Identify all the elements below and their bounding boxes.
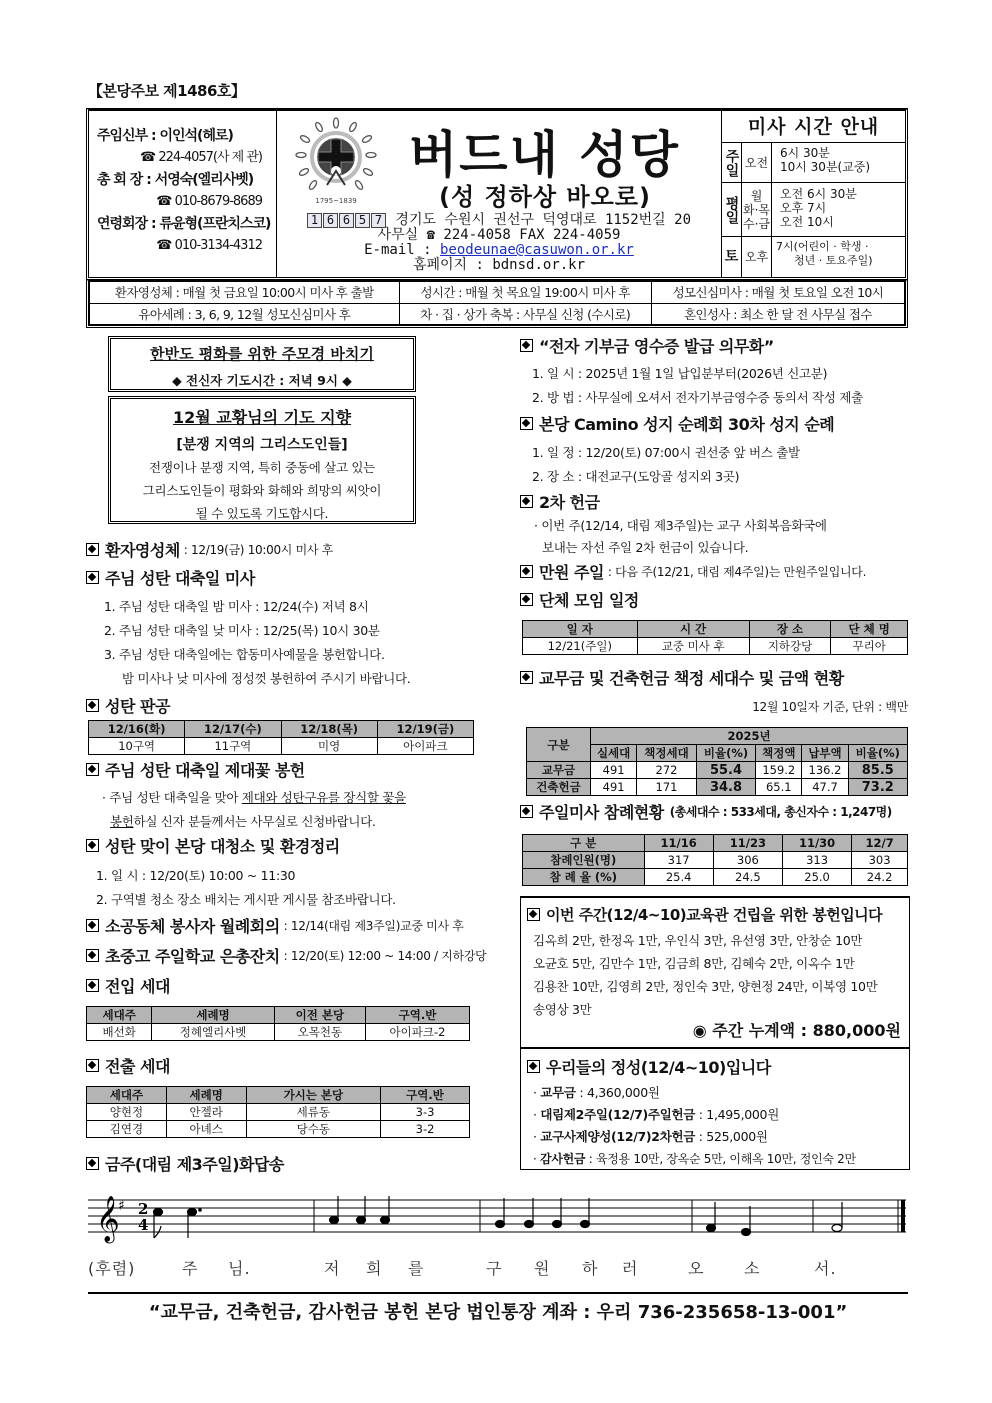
footer-divider bbox=[88, 1292, 908, 1294]
attendance-table: 구 분 11/16 11/23 11/30 12/7 참례인원(명) 317 306 313 303 참 례 율 (%) 25.4 24.5 25.0 24.2 bbox=[522, 834, 908, 886]
dues-table: 구분 2025년 실세대 책정세대 비율(%) 책정액 납부액 비율(%) 교무금 491 272 55.4 159.2 136.2 85.5 건축헌금 491 171 34.8 65.1 47.7 73.2 bbox=[526, 727, 908, 796]
staff-president: 총 회 장 : 서영숙(엘리사벳) bbox=[97, 172, 254, 188]
group-schedule-table: 일 자 시 간 장 소 단 체 명 12/21(주일) 교중 미사 후 지하강당 꾸리아 bbox=[522, 620, 908, 655]
music-staff bbox=[88, 1194, 906, 1242]
treble-clef-icon: 𝄞 bbox=[96, 1196, 120, 1242]
phone-icon: ☎ bbox=[156, 194, 172, 209]
info-blessing: 차 · 집 · 상가 축복 : 사무실 신청 (수시로) bbox=[399, 303, 651, 325]
section-attendance: 주일미사 참례현황 (총세대수 : 533세대, 총신자수 : 1,247명) bbox=[520, 800, 892, 823]
info-sick-communion: 환자영성체 : 매월 첫 금요일 10:00시 미사 후 출발 bbox=[90, 282, 400, 304]
email-line: E-mail : beodeunae@casuwon.or.kr bbox=[364, 242, 634, 258]
section-bullet-icon bbox=[86, 571, 99, 584]
confession-table: 12/16(화) 12/17(수) 12/18(목) 12/19(금) 10구역 11구역 미영 아이파크 bbox=[88, 720, 474, 755]
mass-row-sunday: 주일 오전 6시 30분 10시 30분(교중) bbox=[722, 143, 905, 183]
church-header bbox=[279, 111, 719, 277]
office-phone: 사무실 ☎ 224-4058 FAX 224-4059 bbox=[377, 227, 621, 243]
mass-row-weekday: 평일 월 화·목 수·금 오전 6시 30분 오후 7시 오전 10시 bbox=[722, 183, 905, 237]
patron-saint: (성 정하상 바오로) bbox=[439, 183, 651, 211]
contact-block bbox=[279, 213, 719, 273]
section-bullet-icon bbox=[86, 763, 99, 776]
church-name: 버드내 성당 bbox=[409, 126, 680, 184]
staff-pastor-tel: ☎ 224-4057(사 제 관) bbox=[139, 150, 262, 165]
saint-emblem-icon bbox=[291, 117, 381, 207]
section-altar-flowers: 주님 성탄 대축일 제대꽃 봉헌 bbox=[86, 758, 305, 781]
zip-code: 1 6 6 5 7 bbox=[307, 212, 387, 228]
section-bullet-icon bbox=[520, 495, 533, 508]
staff-funeral-tel: ☎ 010-3134-4312 bbox=[156, 238, 262, 253]
section-manwon-sunday: 만원 주일 : 다음 주(12/21, 대림 제4주일)는 만원주일입니다. bbox=[520, 560, 866, 583]
bank-account-footer: “교무금, 건축헌금, 감사헌금 봉헌 본당 법인통장 계좌 : 우리 736-235658-13-001” bbox=[148, 1302, 848, 1323]
mass-schedule bbox=[721, 111, 905, 277]
section-bullet-icon bbox=[86, 949, 99, 962]
staff-pastor: 주임신부 : 이인석(헤로) bbox=[97, 128, 233, 144]
section-confession: 성탄 판공 bbox=[86, 694, 170, 717]
move-out-table: 세대주 세례명 가시는 본당 구역.반 양현정 안젤라 세류동 3-3 김연경 아녜스 당수동 3-2 bbox=[86, 1086, 470, 1138]
section-bullet-icon bbox=[527, 1060, 540, 1073]
svg-text:1795~1839: 1795~1839 bbox=[315, 197, 357, 205]
info-marriage: 혼인성사 : 최소 한 달 전 사무실 접수 bbox=[651, 303, 904, 325]
peace-prayer-box: 한반도 평화를 위한 주모경 바치기 ◆ 전신자 기도시간 : 저녁 9시 ◆ bbox=[108, 336, 416, 392]
section-bullet-icon bbox=[527, 908, 540, 921]
move-in-table: 세대주 세례명 이전 본당 구역.반 배선화 정혜엘리사벳 오목천동 아이파크-2 bbox=[86, 1006, 470, 1041]
section-bullet-icon bbox=[86, 839, 99, 852]
section-bullet-icon bbox=[520, 565, 533, 578]
section-bullet-icon bbox=[86, 1157, 99, 1170]
weekly-total: ◉ 주간 누계액 : 880,000원 bbox=[692, 1021, 901, 1040]
section-bullet-icon bbox=[520, 417, 533, 430]
sharp-icon: ♯ bbox=[118, 1198, 125, 1214]
offerings-box: 우리들의 정성(12/4~10)입니다 · 교무금 : 4,360,000원 · 대림제2주일(12/7)주일헌금 : 1,495,000원 · 교구사제양성(12/7)2차헌금 : 525,000원 · 감사헌금 : 육정용 10만, 장옥순 5만, 이해옥 10만, 정인숙 2만 bbox=[520, 1048, 910, 1170]
mass-schedule-title: 미사 시간 안내 bbox=[722, 111, 905, 143]
info-marian-mass: 성모신심미사 : 매월 첫 토요일 오전 10시 bbox=[651, 282, 904, 304]
section-bullet-icon bbox=[520, 805, 533, 818]
section-bullet-icon bbox=[86, 979, 99, 992]
section-bullet-icon bbox=[86, 543, 99, 556]
section-move-out: 전출 세대 bbox=[86, 1054, 170, 1077]
section-camino: 본당 Camino 성지 순례회 30차 성지 순례 bbox=[520, 412, 834, 435]
issue-number: 【본당주보 제1486호】 bbox=[88, 82, 246, 100]
section-bullet-icon bbox=[86, 1059, 99, 1072]
homepage: 홈페이지 : bdnsd.or.kr bbox=[412, 257, 586, 273]
section-cleanup: 성탄 맞이 본당 대청소 및 환경정리 bbox=[86, 834, 340, 857]
staff-list bbox=[89, 111, 277, 277]
section-bullet-icon bbox=[520, 593, 533, 606]
section-bullet-icon bbox=[86, 919, 99, 932]
section-move-in: 전입 세대 bbox=[86, 974, 170, 997]
email-link[interactable]: beodeunae@casuwon.or.kr bbox=[439, 242, 634, 258]
masthead bbox=[86, 108, 908, 280]
address-line: 1 6 6 5 7 경기도 수원시 권선구 덕영대로 1152번길 20 bbox=[279, 213, 719, 228]
staff-president-tel: ☎ 010-8679-8689 bbox=[156, 194, 262, 209]
section-community-meeting: 소공동체 봉사자 월례회의 : 12/14(대림 제3주일)교중 미사 후 bbox=[86, 914, 464, 937]
section-bullet-icon bbox=[520, 671, 533, 684]
info-strip bbox=[86, 280, 908, 328]
building-fund-box: 이번 주간(12/4~10)교육관 건립을 위한 봉헌입니다 김옥희 2만, 한정옥 1만, 우인식 3만, 유선영 3만, 안창순 10만 오균호 5만, 김만수 1만, 김금희 8만, 김혜숙 2만, 이옥수 1만 김용찬 10만, 김영희 2만, 정인숙 3만, 양현정 24만, 이복영 10만 송영상 3만 ◉ 주간 누계액 : 880,000원 bbox=[520, 896, 910, 1048]
info-infant-baptism: 유아세례 : 3, 6, 9, 12월 성모신심미사 후 bbox=[90, 303, 400, 325]
section-second-collection: 2차 헌금 bbox=[520, 490, 600, 513]
psalm-score bbox=[88, 1194, 906, 1254]
church-logo bbox=[291, 117, 381, 207]
phone-icon: ☎ bbox=[156, 238, 172, 253]
section-bullet-icon bbox=[520, 339, 533, 352]
section-christmas-mass: 주님 성탄 대축일 미사 bbox=[86, 566, 255, 589]
section-dues-status: 교무금 및 건축헌금 책정 세대수 및 금액 현황 bbox=[520, 666, 844, 689]
section-bullet-icon bbox=[86, 699, 99, 712]
phone-icon: ☎ bbox=[139, 150, 156, 165]
section-e-receipt: “전자 기부금 영수증 발급 의무화” bbox=[520, 334, 774, 357]
section-sick-communion: 환자영성체 : 12/19(금) 10:00시 미사 후 bbox=[86, 538, 333, 561]
pope-intention-box: 12월 교황님의 기도 지향 [분쟁 지역의 그리스도인들] 전쟁이나 분쟁 지역, 특히 중동에 살고 있는 그리스도인들이 평화와 화해와 희망의 씨앗이 될 수 있도록 기도합시다. bbox=[108, 396, 416, 524]
section-sunday-school: 초중고 주일학교 은총잔치 : 12/20(토) 12:00 ~ 14:00 / 지하강당 bbox=[86, 944, 486, 967]
svg-text:2: 2 bbox=[138, 1200, 149, 1218]
section-psalm: 금주(대림 제3주일)화답송 bbox=[86, 1152, 284, 1175]
section-group-schedule: 단체 모임 일정 bbox=[520, 588, 639, 611]
svg-text:4: 4 bbox=[138, 1216, 149, 1234]
staff-funeral: 연령회장 : 류윤형(프란치스코) bbox=[97, 216, 271, 232]
mass-row-saturday: 토 오후 7시(어린이 · 학생 · 청년 · 토요주일) bbox=[722, 237, 905, 277]
info-holy-hour: 성시간 : 매월 첫 목요일 19:00시 미사 후 bbox=[399, 282, 651, 304]
